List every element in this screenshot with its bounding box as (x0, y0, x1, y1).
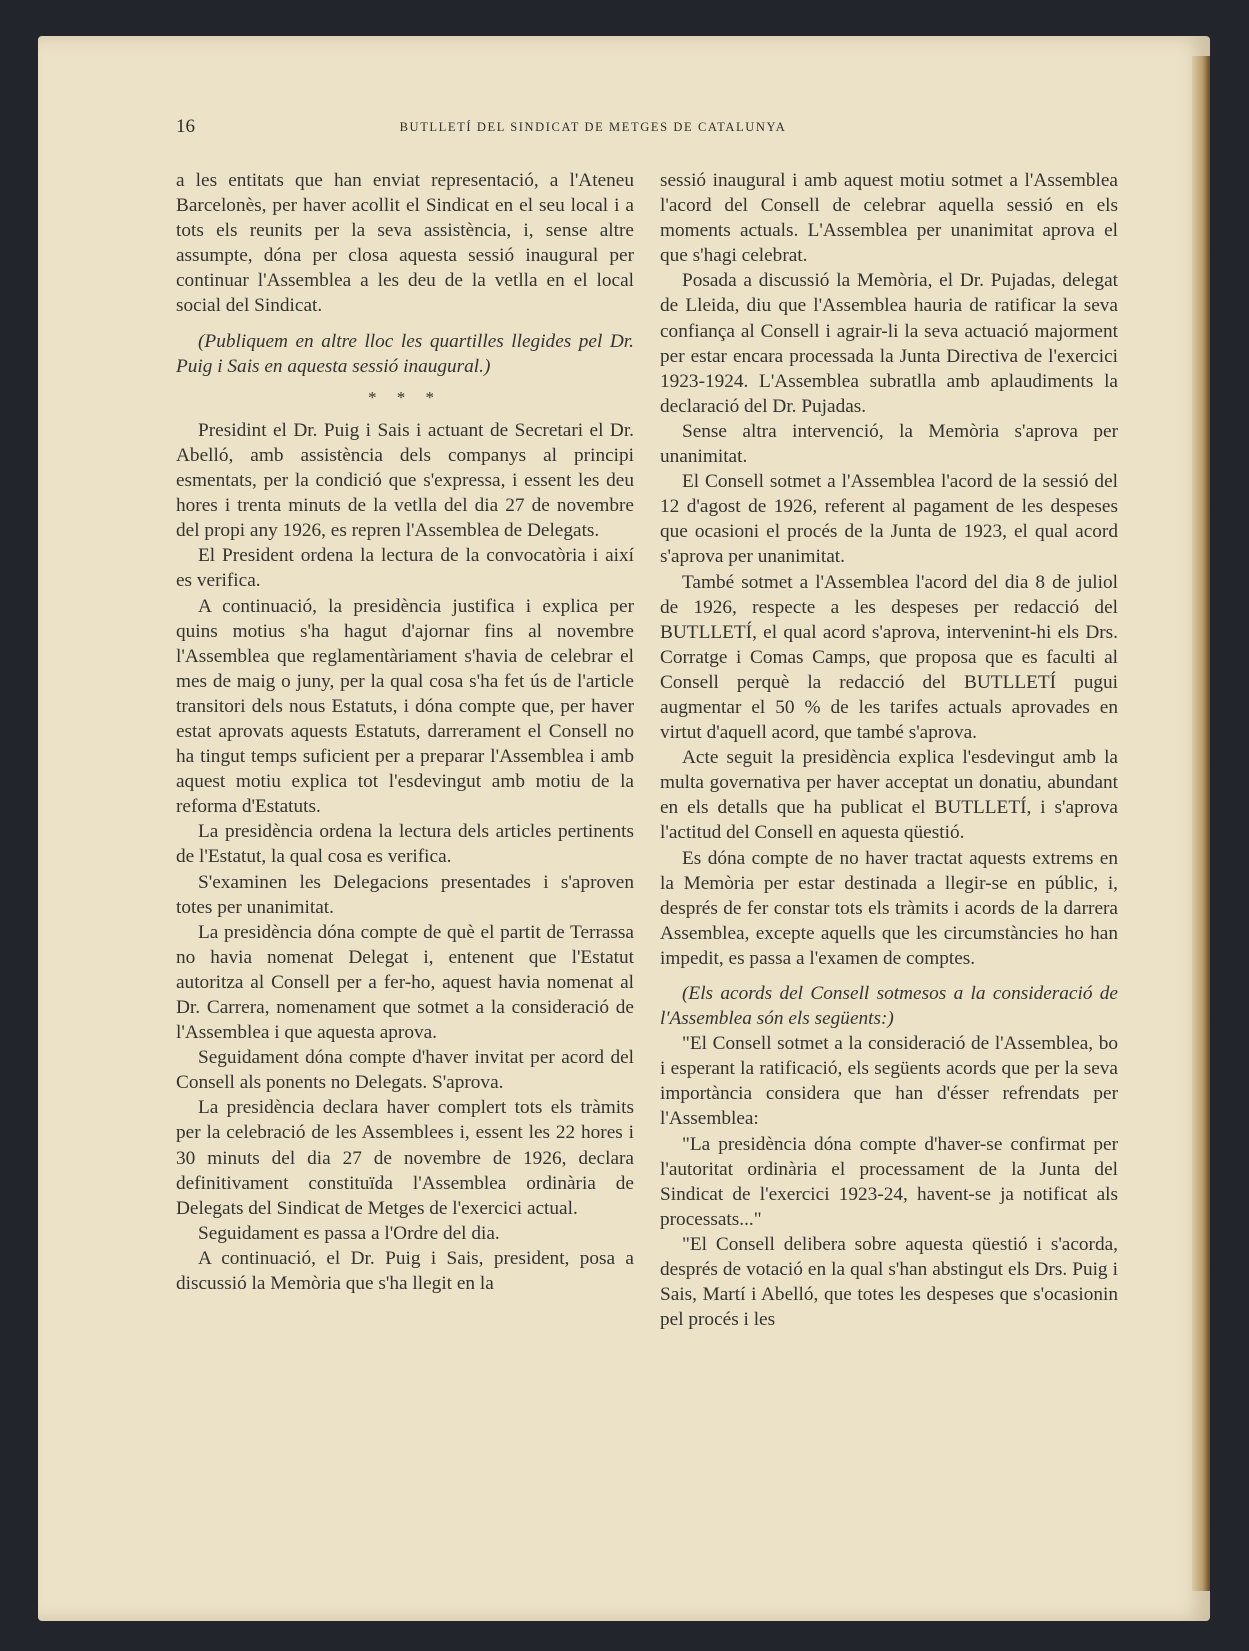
paragraph: Presidint el Dr. Puig i Sais i actuant de Secretari el Dr. Abelló, amb assistència dels companys al principi esmentats, per la condició que s'expressa, i essent les deu hores i trenta minuts de la vetlla del dia 27 de novembre del propi any 1926, es repren l'Assemblea de Delegats. (176, 419, 634, 542)
paragraph: La presidència ordena la lectura dels articles pertinents de l'Estatut, la qual cosa es verifica. (176, 821, 634, 868)
paragraph: a les entitats que han enviat representació, a l'Ateneu Barcelonès, per haver acollit el Sindicat en el seu local i a tots els reunits per la seva assistència, i, sense altre assumpte, dóna per closa aquesta sessió inaugural per continuar l'Assemblea a les deu de la vetlla en el local social del Sindicat. (176, 170, 634, 317)
section-separator: * * * (368, 387, 442, 407)
paragraph: sessió inaugural i amb aquest motiu sotmet a l'Assemblea l'acord del Consell de celebrar aquella sessió en els moments actuals. L'Assemblea per unanimitat aprova el que s'hagi celebrat. (660, 170, 1118, 267)
paragraph: Seguidament es passa a l'Ordre del dia. (198, 1222, 500, 1244)
document-page (38, 36, 1210, 1621)
paragraph: Acte seguit la presidència explica l'esdevingut amb la multa governativa per haver acceptat un donatiu, abundant en els detalls que ha publicat el BUTLLETÍ, i s'aprova l'actitud del Consell en aquesta qüestió. (660, 747, 1118, 844)
running-title: BUTLLETÍ DEL SINDICAT DE METGES DE CATALUNYA (399, 120, 787, 134)
left-column (176, 168, 634, 1296)
paragraph: També sotmet a l'Assemblea l'acord del dia 8 de juliol de 1926, respecte a les despeses per redacció del BUTLLETÍ, el qual acord s'aprova, intervenint-hi els Drs. Corratge i Comas Camps, que proposa que es faculti al Consell perquè la redacció del BUTLLETÍ pugui augmentar el 50 % de les tarifes actuals aprovades en virtut d'aquell acord, que també s'aprova. (660, 571, 1118, 744)
quoted-paragraph: "La presidència dóna compte d'haver-se confirmat per l'autoritat ordinària el processament de la Junta del Sindicat de l'exercici 1923-24, havent-se ja notificat als processats..." (660, 1133, 1118, 1230)
paragraph: Posada a discussió la Memòria, el Dr. Pujadas, delegat de Lleida, diu que l'Assemblea hauria de ratificar la seva confiança al Consell i agrair-li la seva actuació majorment per estar encara processada la Junta Directiva de l'exercici 1923-1924. L'Assemblea subratlla amb aplaudiments la declaració del Dr. Pujadas. (660, 270, 1118, 417)
quoted-paragraph: "El Consell delibera sobre aquesta qüestió i s'acorda, després de votació en la qual s'han abstingut els Drs. Puig i Sais, Martí i Abelló, que totes les despeses que s'ocasionin pel procés i les (660, 1233, 1118, 1331)
page-number: 16 (176, 116, 195, 137)
paragraph: La presidència dóna compte de què el partit de Terrassa no havia nomenat Delegat i, entenent que l'Estatut autoritza al Consell per a fer-ho, aquest havia nomenat al Dr. Carrera, nomenament que sotmet a la consideració de l'Assemblea i que aquesta aprova. (176, 921, 634, 1044)
right-column (660, 168, 1118, 1332)
paragraph: El Consell sotmet a l'Assemblea l'acord de la sessió del 12 d'agost de 1926, referent al pagament de les despeses que ocasioni el procés de la Junta de 1923, el qual acord s'aprova per unanimitat. (660, 471, 1118, 568)
page-header (176, 116, 950, 142)
paragraph: La presidència declara haver complert tots els tràmits per la celebració de les Assemblees i, essent les 22 hores i 30 minuts del dia 27 de novembre de 1926, declara definitivament constituïda l'Assemblea ordinària de Delegats del Sindicat de Metges de l'exercici actual. (176, 1097, 634, 1219)
italic-note: (Publiquem en altre lloc les quartilles llegides pel Dr. Puig i Sais en aquesta sessió inaugural.) (176, 330, 634, 377)
page-edge (1192, 56, 1210, 1591)
italic-note: (Els acords del Consell sotmesos a la consideració de l'Assemblea són els següents:) (660, 983, 1118, 1030)
paragraph: S'examinen les Delegacions presentades i s'aproven totes per unanimitat. (176, 871, 634, 918)
paragraph: Seguidament dóna compte d'haver invitat per acord del Consell als ponents no Delegats. S'aprova. (176, 1047, 634, 1094)
quoted-paragraph: "El Consell sotmet a la consideració de l'Assemblea, bo i esperant la ratificació, els següents acords que per la seva importància considera que han d'ésser refrendats per l'Assemblea: (660, 1033, 1118, 1130)
paragraph: A continuació, la presidència justifica i explica per quins motius s'ha hagut d'ajornar fins al novembre l'Assemblea que reglamentàriament s'havia de celebrar el mes de maig o juny, per la qual cosa s'ha fet ús de l'article transitori dels nous Estatuts, i dóna compte que, per haver estat aprovats aquests Estatuts, darrerament el Consell no ha tingut temps suficient per a preparar l'Assemblea i amb aquest motiu explica tot l'esdevingut amb motiu de la reforma d'Estatuts. (176, 595, 634, 818)
paragraph: El President ordena la lectura de la convocatòria i així es verifica. (176, 545, 634, 592)
paragraph: Sense altra intervenció, la Memòria s'aprova per unanimitat. (660, 420, 1118, 468)
paragraph: A continuació, el Dr. Puig i Sais, president, posa a discussió la Memòria que s'ha llegit en la (176, 1247, 634, 1295)
paragraph: Es dóna compte de no haver tractat aquests extrems en la Memòria per estar destinada a llegir-se en públic, i, després de fer constar tots els tràmits i acords de la darrera Assemblea, excepte aquells que les circumstàncies ho han impedit, es passa a l'examen de comptes. (660, 847, 1118, 969)
